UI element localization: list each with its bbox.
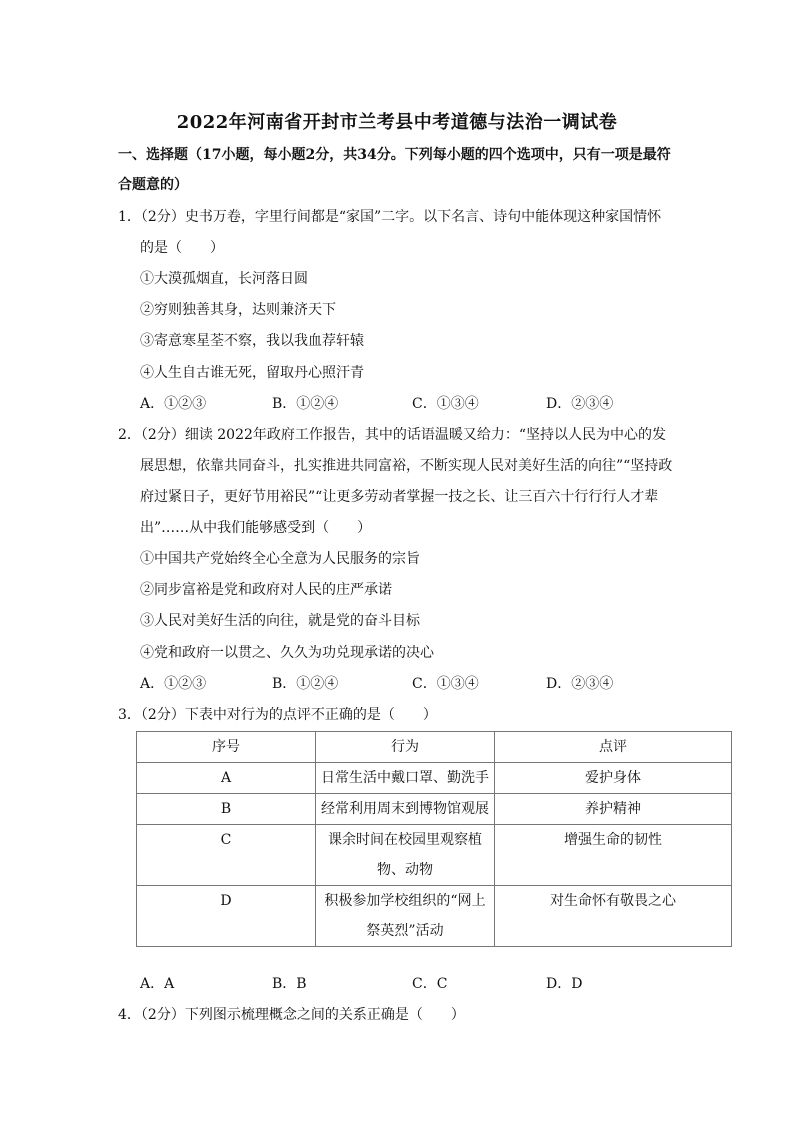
q1-item-1: ①大漠孤烟直，长河落日圆 [140,271,308,287]
table-row [137,763,732,794]
q2-stem-line-3: 府过紧日子，更好节用裕民”“让更多劳动者掌握一技之长、让三百六十行行行人才辈 [140,489,659,505]
table-header-row [137,732,732,763]
table-header-cell: 序号 [137,732,316,763]
table-cell-id: A [137,763,316,794]
q2-choice-a[interactable]: A．①②③ [140,676,207,692]
section-heading-line-1: 一、选择题（17小题，每小题2分，共34分。下列每小题的四个选项中，只有一项是最符 [118,147,671,163]
q1-item-2: ②穷则独善其身，达则兼济天下 [140,302,336,318]
table-cell-action: 积极参加学校组织的“网上祭英烈”活动 [316,886,495,947]
table-header-cell: 点评 [495,732,732,763]
q2-stem-line-4: 出”……从中我们能够感受到（ ） [140,520,372,536]
table-cell-action: 经常利用周末到博物馆观展 [316,794,495,825]
table-cell-comment: 增强生命的韧性 [495,825,732,886]
q2-item-2: ②同步富裕是党和政府对人民的庄严承诺 [140,582,392,598]
q2-stem-line-2: 展思想，依靠共同奋斗，扎实推进共同富裕，不断实现人民对美好生活的向往”“坚持政 [140,458,673,474]
section-heading [118,140,680,200]
table-cell-id: D [137,886,316,947]
q3-table [136,731,732,947]
q1-stem-line-2: 的是（ ） [140,240,224,256]
q3-choice-c[interactable]: C．C [412,976,448,992]
q3-stem: 3．（2分）下表中对行为的点评不正确的是（ ） [118,707,437,723]
q1-stem-line-1: 1．（2分）史书万卷，字里行间都是“家国”二字。以下名言、诗句中能体现这种家国情怀 [118,209,662,225]
q1-choice-c[interactable]: C．①③④ [412,396,479,412]
q1-item-4: ④人生自古谁无死，留取丹心照汗青 [140,365,364,381]
table-row [137,886,732,947]
table-cell-action: 日常生活中戴口罩、勤洗手 [316,763,495,794]
q2-stem-line-1: 2．（2分）细读 2022年政府工作报告，其中的话语温暖又给力：“坚持以人民为中心的发 [118,427,667,443]
q2-item-3: ③人民对美好生活的向往，就是党的奋斗目标 [140,613,420,629]
table-cell-id: B [137,794,316,825]
q2-item-4: ④党和政府一以贯之、久久为功兑现承诺的决心 [140,645,434,661]
table-cell-comment: 养护精神 [495,794,732,825]
q4-stem: 4．（2分）下列图示梳理概念之间的关系正确是（ ） [118,1007,465,1023]
exam-title: 2022年河南省开封市兰考县中考道德与法治一调试卷 [176,112,618,133]
q1-choice-a[interactable]: A．①②③ [140,396,207,412]
q3-choice-b[interactable]: B．B [272,976,307,992]
q1-choice-d[interactable]: D．②③④ [546,396,614,412]
table-cell-comment: 对生命怀有敬畏之心 [495,886,732,947]
table-row [137,794,732,825]
section-heading-line-2: 合题意的） [118,177,188,193]
table-header-cell: 行为 [316,732,495,763]
table-cell-id: C [137,825,316,886]
q1-item-3: ③寄意寒星荃不察，我以我血荐轩辕 [140,333,364,349]
table-row [137,825,732,886]
q2-choice-d[interactable]: D．②③④ [546,676,614,692]
q2-choice-c[interactable]: C．①③④ [412,676,479,692]
table-cell-comment: 爱护身体 [495,763,732,794]
q2-choice-b[interactable]: B．①②④ [272,676,339,692]
table-cell-action: 课余时间在校园里观察植物、动物 [316,825,495,886]
q3-choice-d[interactable]: D．D [546,976,583,992]
q3-choice-a[interactable]: A．A [140,976,175,992]
q1-choice-b[interactable]: B．①②④ [272,396,339,412]
q2-item-1: ①中国共产党始终全心全意为人民服务的宗旨 [140,551,420,567]
